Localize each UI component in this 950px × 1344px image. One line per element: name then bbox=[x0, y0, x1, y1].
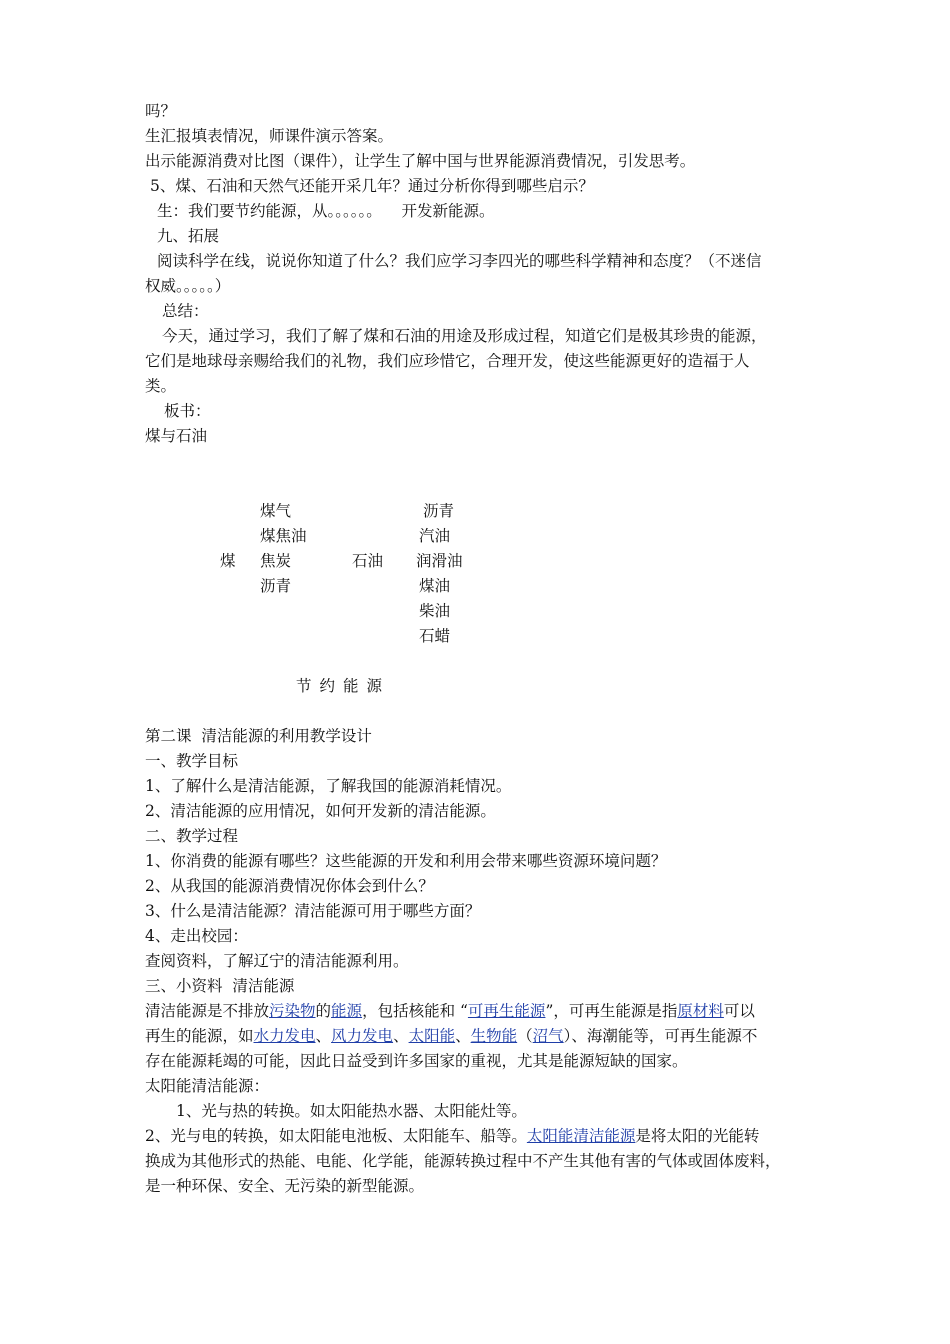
text-run: 、 bbox=[455, 1027, 471, 1045]
oil-product: 煤油 bbox=[419, 577, 451, 595]
summary-text: 类。 bbox=[145, 377, 177, 395]
board-motto: 节约能源 bbox=[296, 677, 391, 695]
paragraph-line: 换成为其他形式的热能、电能、化学能，能源转换过程中不产生其他有害的气体或固体废料， bbox=[145, 1152, 781, 1170]
text-run: 、 bbox=[315, 1027, 332, 1045]
link-pollutant[interactable]: 污染物 bbox=[269, 1002, 316, 1020]
oil-product: 润滑油 bbox=[416, 552, 463, 570]
text-run: ”，可再生能源是指 bbox=[545, 1002, 678, 1020]
oil-product: 石蜡 bbox=[419, 627, 451, 645]
process-step-detail: 查阅资料，了解辽宁的清洁能源利用。 bbox=[145, 952, 409, 970]
text-run: 可以 bbox=[723, 1002, 755, 1020]
summary-text: 它们是地球母亲赐给我们的礼物，我们应珍惜它，合理开发，使这些能源更好的造福于人 bbox=[145, 352, 750, 370]
coal-label: 煤 bbox=[220, 552, 236, 570]
link-bioenergy[interactable]: 生物能 bbox=[470, 1027, 518, 1045]
question-5: 5、煤、石油和天然气还能开采几年？通过分析你得到哪些启示？ bbox=[150, 177, 594, 195]
text-line: 出示能源消费对比图（课件），让学生了解中国与世界能源消费情况，引发思考。 bbox=[145, 152, 696, 170]
coal-product: 煤焦油 bbox=[260, 527, 307, 545]
text-run: 、 bbox=[393, 1027, 409, 1045]
text-run: ）、海潮能等，可再生能源不 bbox=[563, 1027, 758, 1045]
process-step: 2、从我国的能源消费情况你体会到什么？ bbox=[145, 877, 434, 895]
reading-text: 阅读科学在线，说说你知道了什么？我们应学习李四光的哪些科学精神和态度？（不迷信 bbox=[157, 252, 762, 270]
section-heading: 九、拓展 bbox=[157, 227, 220, 245]
link-raw-material[interactable]: 原材料 bbox=[677, 1002, 724, 1020]
section-heading: 三、小资料 清洁能源 bbox=[145, 977, 295, 995]
paragraph-line: 存在能源耗竭的可能，因此日益受到许多国家的重视，尤其是能源短缺的国家。 bbox=[145, 1052, 688, 1070]
coal-product: 沥青 bbox=[260, 577, 292, 595]
paragraph-line bbox=[145, 999, 815, 1024]
student-answer: 生：我们要节约能源，从。。。。。。 开发新能源。 bbox=[157, 202, 495, 220]
goal-item: 2、清洁能源的应用情况，如何开发新的清洁能源。 bbox=[145, 802, 496, 820]
process-step: 4、走出校园： bbox=[145, 927, 248, 945]
link-solar-clean-energy[interactable]: 太阳能清洁能源 bbox=[526, 1127, 636, 1145]
oil-product: 柴油 bbox=[419, 602, 451, 620]
goal-item: 1、了解什么是清洁能源，了解我国的能源消耗情况。 bbox=[145, 777, 512, 795]
coal-product: 焦炭 bbox=[260, 552, 292, 570]
summary-label: 总结： bbox=[162, 302, 209, 320]
board-title: 煤与石油 bbox=[145, 427, 208, 445]
text-run: 2、光与电的转换，如太阳能电池板、太阳能车、船等。 bbox=[145, 1127, 527, 1145]
oil-product: 沥青 bbox=[423, 502, 455, 520]
text-line: 吗？ bbox=[145, 102, 177, 120]
link-energy[interactable]: 能源 bbox=[331, 1002, 363, 1020]
paragraph-line: 是一种环保、安全、无污染的新型能源。 bbox=[145, 1177, 425, 1195]
reading-text: 权威。。。。。） bbox=[145, 277, 231, 295]
text-line: 生汇报填表情况，师课件演示答案。 bbox=[145, 127, 394, 145]
text-run: （ bbox=[517, 1027, 533, 1045]
solar-item bbox=[145, 1124, 815, 1149]
text-run: ，包括核能和 “ bbox=[362, 1002, 468, 1020]
text-run: 的 bbox=[315, 1002, 332, 1020]
text-run: 再生的能源，如 bbox=[145, 1027, 254, 1045]
summary-text: 今天，通过学习，我们了解了煤和石油的用途及形成过程，知道它们是极其珍贵的能源， bbox=[162, 327, 767, 345]
solar-label: 太阳能清洁能源： bbox=[145, 1077, 270, 1095]
process-step: 1、你消费的能源有哪些？这些能源的开发和利用会带来哪些资源环境问题？ bbox=[145, 852, 667, 870]
oil-product: 汽油 bbox=[419, 527, 451, 545]
board-label: 板书： bbox=[164, 402, 211, 420]
text-run: 是将太阳的光能转 bbox=[635, 1127, 760, 1145]
section-heading: 二、教学过程 bbox=[145, 827, 239, 845]
text-run: 清洁能源是不排放 bbox=[145, 1002, 270, 1020]
lesson-title: 第二课 清洁能源的利用教学设计 bbox=[145, 727, 372, 745]
paragraph-line bbox=[145, 1024, 815, 1049]
coal-product: 煤气 bbox=[260, 502, 292, 520]
process-step: 3、什么是清洁能源？清洁能源可用于哪些方面？ bbox=[145, 902, 481, 920]
link-hydropower[interactable]: 水力发电 bbox=[253, 1027, 316, 1045]
link-biogas[interactable]: 沼气 bbox=[532, 1027, 564, 1045]
solar-item: 1、光与热的转换。如太阳能热水器、太阳能灶等。 bbox=[176, 1102, 527, 1120]
link-wind-power[interactable]: 风力发电 bbox=[331, 1027, 394, 1045]
link-renewable-energy[interactable]: 可再生能源 bbox=[467, 1002, 546, 1020]
section-heading: 一、教学目标 bbox=[145, 752, 239, 770]
oil-label: 石油 bbox=[352, 552, 384, 570]
link-solar-energy[interactable]: 太阳能 bbox=[408, 1027, 456, 1045]
